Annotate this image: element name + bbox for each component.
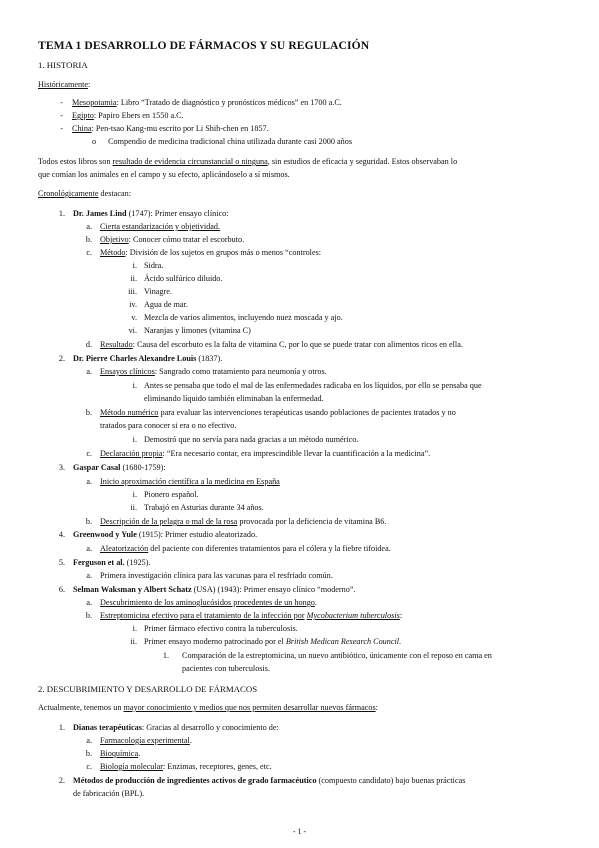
dianas-text: : Gracias al desarrollo y conocimiento de: xyxy=(141,723,279,732)
louis-sub-a-i xyxy=(120,381,482,392)
roman-numeral: i. xyxy=(132,624,137,633)
dianas-sub-b xyxy=(82,749,140,760)
waksman-b-ii-tail: . xyxy=(399,637,402,646)
roman-numeral: vi. xyxy=(128,326,137,335)
casal-name: Gaspar Casal xyxy=(73,463,121,472)
group-text: Ácido sulfúrico diluido. xyxy=(144,274,223,283)
roman-numeral: i. xyxy=(132,381,137,390)
dianas-b-text: . xyxy=(138,749,141,758)
louis-b-term: Método numérico xyxy=(100,408,159,417)
list-item-waksman xyxy=(55,585,356,596)
louis-a-term: Ensayos clínicos xyxy=(100,367,155,376)
sub-letter: c. xyxy=(86,449,92,458)
sub-letter: b. xyxy=(85,517,92,526)
sub-letter: b. xyxy=(85,749,92,758)
waksman-text: (USA) (1943): Primer ensayo clínico “moderno”. xyxy=(191,585,356,594)
lind-b-text: : Conocer cómo tratar el escorbuto. xyxy=(128,235,245,244)
item-number: 2. xyxy=(58,354,65,363)
dianas-sub-a xyxy=(82,736,192,747)
ferguson-sub-a xyxy=(82,571,333,582)
roman-numeral: iv. xyxy=(129,300,137,309)
item-number: 1. xyxy=(58,209,65,218)
waksman-sub-b-i xyxy=(120,624,298,635)
casal-sub-a-ii xyxy=(120,503,264,514)
paragraph-text: , sin estudios de eficacia y seguridad. Estos observaban lo xyxy=(267,157,458,166)
metodos-name: Métodos de producción de ingredientes activos de grado farmacéutico xyxy=(73,776,317,785)
china-term: China xyxy=(72,124,92,133)
egipto-term: Egipto xyxy=(72,111,94,120)
section-heading-descubrimiento: 2. DESCUBRIMIENTO Y DESARROLLO DE FÁRMACOS xyxy=(38,684,258,694)
circle-bullet: o xyxy=(92,137,97,146)
list-item-greenwood xyxy=(55,530,257,541)
lind-a-text: Cierta estandarización y objetividad. xyxy=(100,222,221,231)
historically-colon: : xyxy=(88,80,91,89)
louis-sub-c xyxy=(82,449,430,460)
item-number: 1. xyxy=(58,723,65,732)
list-item-metodos xyxy=(55,776,465,787)
lind-sub-a xyxy=(82,222,220,233)
waksman-b-ii-1-line1: Comparación de la estreptomicina, un nuevo antibiótico, únicamente con el reposo en cama en xyxy=(182,651,492,660)
casal-sub-a-i xyxy=(120,490,199,501)
list-item-louis xyxy=(55,354,222,365)
list-item-casal xyxy=(55,463,166,474)
lind-name: Dr. James Lind xyxy=(73,209,127,218)
dianas-sub-c xyxy=(82,762,272,773)
sub-letter: d. xyxy=(85,340,92,349)
list-item-metodos-line2: de fabricación (BPL). xyxy=(73,789,145,798)
intro-colon: : xyxy=(375,703,378,712)
lind-sub-b xyxy=(82,235,244,246)
list-item-china-sub xyxy=(92,137,352,148)
casal-b-text: provocada por la deficiencia de vitamina B6. xyxy=(237,517,387,526)
historically-label xyxy=(38,80,90,91)
louis-sub-a-i-line2: eliminando líquido también eliminaban la enfermedad. xyxy=(144,394,324,403)
list-item-china xyxy=(55,124,269,135)
ferguson-a-text: Primera investigación clínica para las vacunas para el resfriado común. xyxy=(100,571,333,580)
waksman-b-term: Estreptomicina efectivo para el tratamiento de la infección por xyxy=(100,611,305,620)
waksman-name: Selman Waksman y Albert Schatz xyxy=(73,585,192,594)
lind-group-ii xyxy=(120,274,222,285)
roman-numeral: i. xyxy=(132,435,137,444)
chronological-label xyxy=(38,189,131,200)
sub-letter: a. xyxy=(86,544,92,553)
chronological-text: destacan: xyxy=(98,189,131,198)
china-sub-text: Compendio de medicina tradicional china utilizada durante casi 2000 años xyxy=(108,137,353,146)
item-number: 4. xyxy=(58,530,65,539)
ferguson-name: Ferguson et al. xyxy=(73,558,125,567)
paragraph-text: Todos estos libros son xyxy=(38,157,113,166)
sub-letter: a. xyxy=(86,367,92,376)
roman-numeral: ii. xyxy=(130,274,137,283)
china-text: : Pen-tsao Kang-mu escrito por Li Shih-chen en 1857. xyxy=(91,124,269,133)
louis-sub-a xyxy=(82,367,327,378)
roman-numeral: i. xyxy=(132,261,137,270)
group-text: Mezcla de varios alimentos, incluyendo nuez moscada y ajo. xyxy=(144,313,343,322)
sub-letter: c. xyxy=(86,248,92,257)
roman-numeral: i. xyxy=(132,490,137,499)
paragraph-underlined: resultado de evidencia circunstancial o ninguna xyxy=(112,157,268,166)
metodos-text: (compuesto candidato) bajo buenas prácticas xyxy=(316,776,466,785)
list-item-ferguson xyxy=(55,558,151,569)
louis-name: Dr. Pierre Charles Alexandre Louis xyxy=(73,354,197,363)
dash-marker: - xyxy=(60,98,63,107)
sub-letter: a. xyxy=(86,477,92,486)
ferguson-text: (1925). xyxy=(124,558,151,567)
greenwood-sub-a xyxy=(82,544,391,555)
sub-letter: a. xyxy=(86,736,92,745)
item-number: 2. xyxy=(58,776,65,785)
item-number: 3. xyxy=(58,463,65,472)
waksman-sub-a xyxy=(82,598,317,609)
louis-c-term: Declaración propia xyxy=(100,449,163,458)
casal-text: (1680-1759): xyxy=(120,463,166,472)
waksman-a-term: Descubrimiento de los aminoglucósidos procedentes de un hongo xyxy=(100,598,315,607)
lind-group-iii xyxy=(120,287,172,298)
louis-a-text: : Sangrado como tratamiento para neumonía y otros. xyxy=(154,367,327,376)
sub-letter: a. xyxy=(86,598,92,607)
waksman-sub-b xyxy=(82,611,402,622)
dianas-a-term: Farmacología experimental xyxy=(100,736,190,745)
casal-sub-b xyxy=(82,517,386,528)
waksman-sub-b-ii xyxy=(120,637,401,648)
lind-b-term: Objetivo xyxy=(100,235,129,244)
waksman-b-i-text: Primer fármaco efectivo contra la tuberculosis. xyxy=(144,624,298,633)
lind-text: (1747): Primer ensayo clínico: xyxy=(126,209,229,218)
mesopotamia-term: Mesopotamia xyxy=(72,98,117,107)
lind-sub-c xyxy=(82,248,321,259)
louis-b-i-text: Demostró que no servía para nada gracias a un método numérico. xyxy=(144,435,359,444)
lind-c-term: Método xyxy=(100,248,126,257)
section2-intro xyxy=(38,703,378,714)
roman-numeral: iii. xyxy=(128,287,137,296)
dianas-b-term: Bioquímica xyxy=(100,749,139,758)
greenwood-text: (1915): Primer estudio aleatorizado. xyxy=(136,530,258,539)
waksman-sub-b-ii-1 xyxy=(160,651,492,662)
historically-term: Históricamente xyxy=(38,80,89,89)
intro-text: Actualmente, tenemos un xyxy=(38,703,124,712)
item-number: 6. xyxy=(58,585,65,594)
list-item-lind xyxy=(55,209,228,220)
paragraph-circumstantial-line2: que comían los animales en el campo y su efecto, aplicándoselo a sí mismos. xyxy=(38,170,290,179)
group-text: Agua de mar. xyxy=(144,300,188,309)
group-text: Sidra. xyxy=(144,261,164,270)
roman-numeral: ii. xyxy=(130,637,137,646)
louis-sub-b-line2: tratados para conocer si era o no efectivo. xyxy=(100,421,237,430)
waksman-a-text: . xyxy=(314,598,317,607)
greenwood-a-term: Aleatorización xyxy=(100,544,149,553)
lind-group-iv xyxy=(120,300,188,311)
section-heading-historia: 1. HISTORIA xyxy=(38,60,88,70)
lind-group-i xyxy=(120,261,163,272)
louis-sub-b xyxy=(82,408,456,419)
casal-b-term: Descripción de la pelagra o mal de la rosa xyxy=(100,517,238,526)
lind-c-text: : División de los sujetos en grupos más o menos “controles: xyxy=(125,248,322,257)
greenwood-name: Greenwood y Yule xyxy=(73,530,137,539)
waksman-b-ii-text: Primer ensayo moderno patrocinado por el xyxy=(144,637,286,646)
louis-a-i-line1: Antes se pensaba que todo el mal de las enfermedades radicaba en los líquidos, por ello se pensaba que xyxy=(144,381,482,390)
lind-d-text: : Causa del escorbuto es la falta de vitamina C, por lo que se puede tratar con alimentos ricos en ella. xyxy=(132,340,463,349)
sub-letter: a. xyxy=(86,571,92,580)
intro-underlined: mayor conocimiento y medios que nos permiten desarrollar nuevos fármacos xyxy=(123,703,376,712)
dianas-c-text: : Enzimas, receptores, genes, etc. xyxy=(162,762,272,771)
lind-group-vi xyxy=(120,326,251,337)
group-text: Vinagre. xyxy=(144,287,172,296)
egipto-text: : Papiro Ebers en 1550 a.C. xyxy=(93,111,184,120)
chronological-term: Cronológicamente xyxy=(38,189,99,198)
item-number: 5. xyxy=(58,558,65,567)
casal-a-i-text: Pionero español. xyxy=(144,490,199,499)
waksman-b-term-italic: Mycobacterium tuberculosis xyxy=(306,611,400,620)
dianas-c-term: Biología molecular xyxy=(100,762,163,771)
sub-letter: c. xyxy=(86,762,92,771)
waksman-sub-b-ii-1-line2: pacientes con tuberculosis. xyxy=(182,664,270,673)
sub-letter: b. xyxy=(85,408,92,417)
casal-a-text: Inicio aproximación científica a la medicina en España xyxy=(100,477,280,486)
list-item-mesopotamia xyxy=(55,98,342,109)
roman-numeral: v. xyxy=(131,313,137,322)
louis-text: (1837). xyxy=(196,354,223,363)
dash-marker: - xyxy=(60,124,63,133)
waksman-b-ii-italic: British Medican Research Council xyxy=(285,637,400,646)
louis-sub-b-i xyxy=(120,435,358,446)
dash-marker: - xyxy=(60,111,63,120)
page-number: - 1 - xyxy=(292,827,307,836)
dianas-name: Dianas terapéuticas xyxy=(73,723,142,732)
sub-letter: a. xyxy=(86,222,92,231)
casal-a-ii-text: Trabajó en Asturias durante 34 años. xyxy=(144,503,264,512)
waksman-b-text: : xyxy=(399,611,403,620)
list-item-dianas xyxy=(55,723,279,734)
list-item-egipto xyxy=(55,111,184,122)
lind-sub-d xyxy=(82,340,463,351)
paragraph-circumstantial-line1 xyxy=(38,157,457,168)
casal-sub-a xyxy=(82,477,280,488)
mesopotamia-text: : Libro “Tratado de diagnóstico y pronósticos médicos” en 1700 a.C. xyxy=(116,98,342,107)
group-text: Naranjas y limones (vitamina C) xyxy=(144,326,251,335)
roman-numeral: ii. xyxy=(130,503,137,512)
lind-group-v xyxy=(120,313,343,324)
lind-d-term: Resultado xyxy=(100,340,133,349)
louis-b-text: para evaluar las intervenciones terapéuticas usando poblaciones de pacientes tratados y no xyxy=(158,408,456,417)
sub-letter: b. xyxy=(85,235,92,244)
arabic-number: 1. xyxy=(162,651,169,660)
louis-c-text: : “Era necesario contar, era imprescindible llevar la cuantificación a la medicina”. xyxy=(162,449,431,458)
sub-letter: b. xyxy=(85,611,92,620)
document-title: TEMA 1 DESARROLLO DE FÁRMACOS Y SU REGULACIÓN xyxy=(38,39,370,52)
greenwood-a-text: del paciente con diferentes tratamientos para el cólera y la fiebre tifoidea. xyxy=(148,544,391,553)
dianas-a-text: . xyxy=(189,736,192,745)
